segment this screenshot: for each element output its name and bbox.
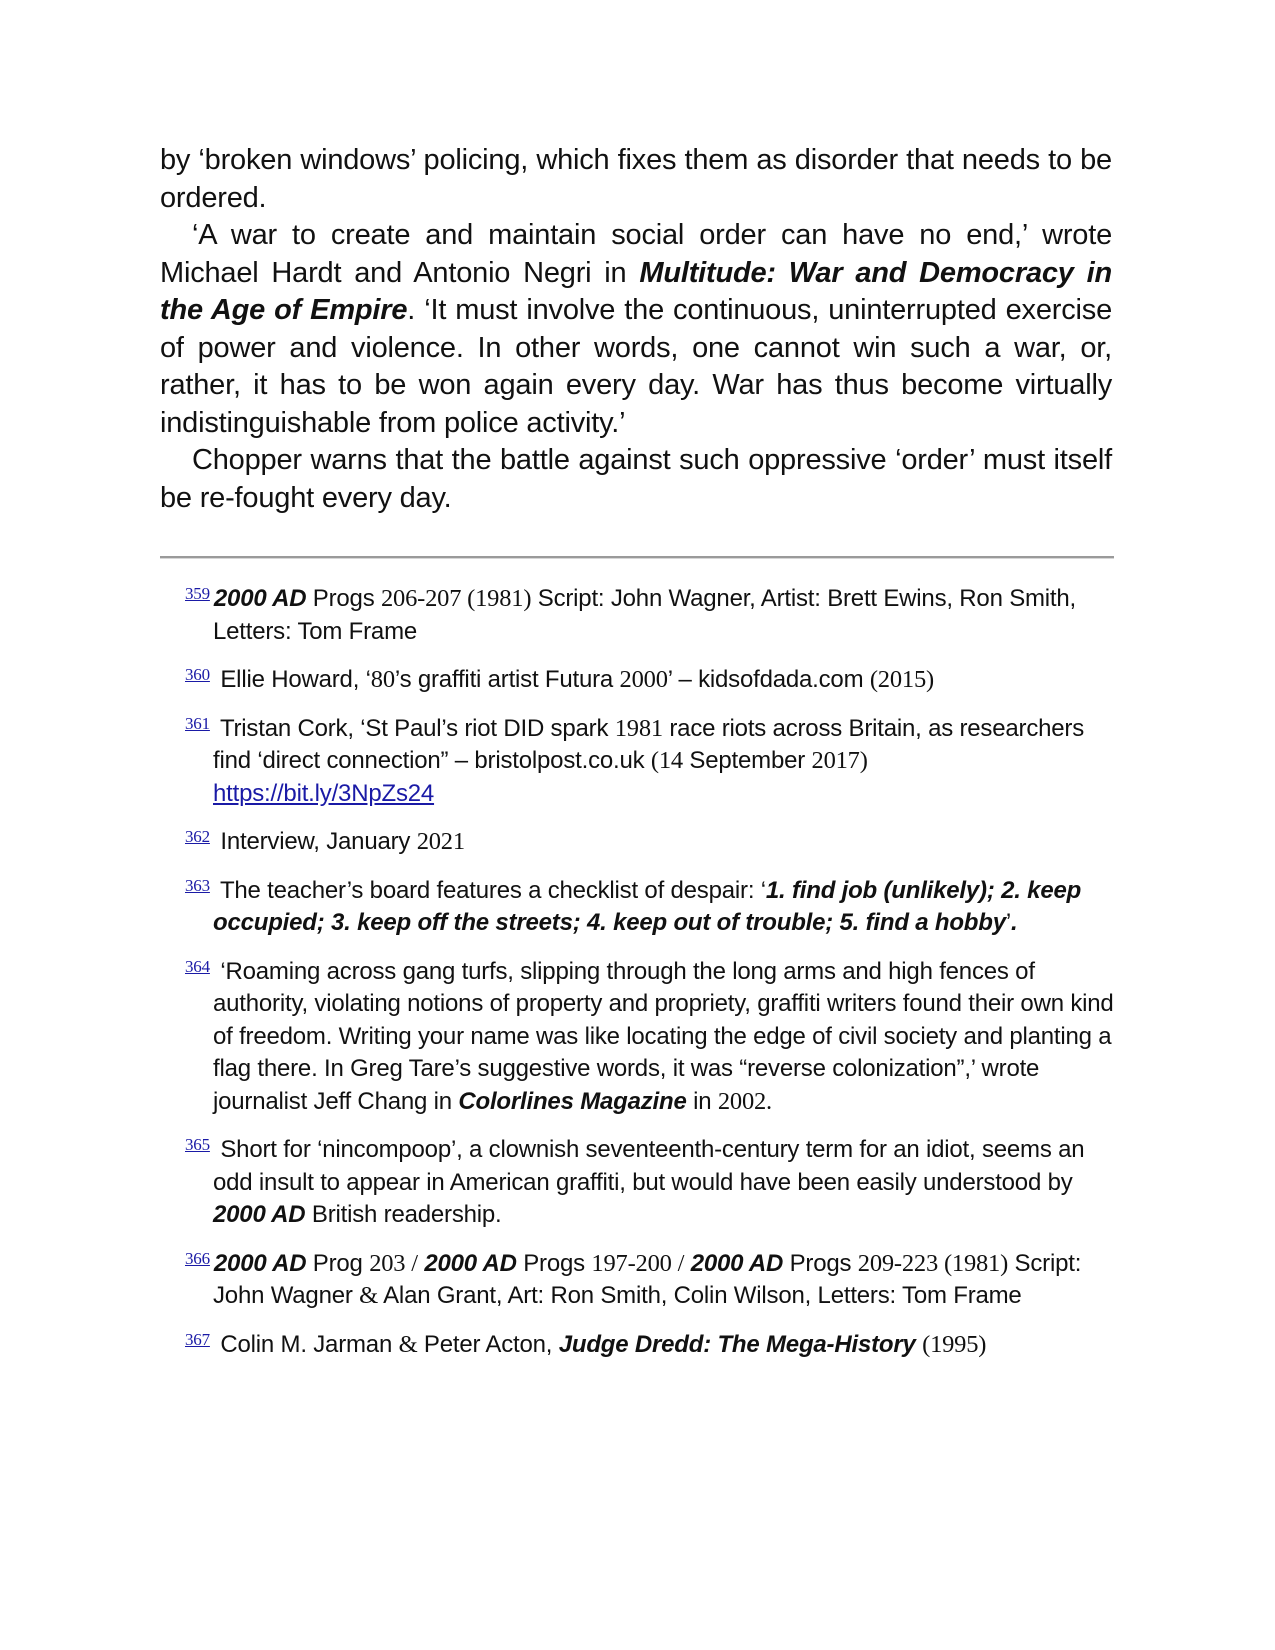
publication-title: 2000 AD [213, 1201, 306, 1228]
footnote-number[interactable]: 361 [185, 713, 210, 733]
footnote-text: in [686, 1087, 718, 1115]
footnote-number[interactable]: 362 [185, 827, 210, 846]
footnote-text: 2021 [416, 828, 465, 855]
footnote-text: 2017) [811, 747, 868, 774]
footnote-number[interactable]: 365 [185, 1135, 210, 1154]
publication-title: 2000 AD [213, 1249, 307, 1277]
footnote-text: Script: John Wagner, Artist: Brett Ewins, Ron Smith, Letters: Tom Frame [213, 585, 1077, 645]
footnote-text: race riots across Britain, as researchers find ‘direct connection” – bristolpost.co.uk [213, 714, 1085, 774]
footnote-text: Short for ‘nincompoop’, a clownish seventeenth-century term for an idiot, seems an odd insult to appear in American graffiti, but would have been easily understood by [213, 1136, 1085, 1196]
footnote-text: . [1011, 909, 1018, 936]
footnote-number[interactable]: 367 [185, 1329, 210, 1349]
footnote-number[interactable]: 359 [185, 584, 210, 603]
footnote-359 [185, 578, 1120, 648]
book-title: Judge Dredd: The Mega-History [558, 1330, 916, 1358]
footnote-text: Script: John Wagner [213, 1249, 1082, 1309]
footnote-text: Progs [516, 1249, 592, 1277]
footnote-text: 206-207 (1981) [380, 585, 532, 612]
footnote-text: Tristan Cork, ‘St Paul’s riot DID spark [213, 714, 615, 742]
footnote-text: 2002. [717, 1087, 772, 1115]
footnote-text: ‘Roaming across gang turfs, slipping through the long arms and high fences of authority, violating notions of property and propriety, graffiti writers found their own kind of freedom. Writing your name was like locating the edge of civil society and planting a flag there. In Greg Tare’s suggestive words, it was “reverse colonization”,’ wrote journalist Jeff Chang in [213, 957, 1114, 1115]
footnote-text: 197-200 / [591, 1249, 685, 1277]
book-title-multitude: Multitude: War and Democracy in the Age of Empire [160, 256, 1112, 326]
footnote-366 [185, 1243, 1120, 1313]
checklist-quote: 1. find job (unlikely); 2. keep occupied; 3. keep off the streets; 4. keep out of trouble; 5. find a hobby [213, 876, 1082, 936]
paragraph-2 [160, 217, 1112, 442]
footnote-text: & [398, 1330, 418, 1358]
footnote-367 [185, 1324, 1120, 1362]
footnote-text: 1981 [614, 714, 663, 742]
footnote-text: The teacher’s board features a checklist of despair: ‘ [213, 876, 766, 904]
footnote-number[interactable]: 364 [185, 956, 210, 976]
publication-title: 2000 AD [424, 1249, 517, 1277]
paragraph-3 [160, 442, 1112, 517]
footnote-365 [185, 1129, 1120, 1232]
paragraph-1 [160, 142, 1112, 217]
paragraph-2-text-b: . ‘It must involve the continuous, uninterrupted exercise of power and violence. In other words, one cannot win such a war, or, rather, it has to be won again every day. War has thus become virtually indistinguishable from police activity.’ [160, 294, 1112, 439]
footnote-text: 80 [370, 666, 395, 693]
footnote-text: (14 [650, 747, 683, 774]
footnote-364 [185, 951, 1120, 1119]
footnote-text: Alan Grant, Art: Ron Smith, Colin Wilson, Letters: Tom Frame [377, 1282, 1022, 1309]
paragraph-2-text-a: ‘A war to create and maintain social order can have no end,’ wrote Michael Hardt and Antonio Negri in [160, 219, 1112, 289]
footnote-360 [185, 659, 1120, 697]
footnote-number[interactable]: 363 [185, 875, 210, 895]
footnote-362 [185, 821, 1120, 859]
footnote-text: & [359, 1282, 378, 1309]
footnote-text: 203 / [369, 1249, 418, 1277]
footnote-text: ’s graffiti artist Futura [394, 666, 620, 693]
footnote-text: 209-223 (1981) [857, 1249, 1009, 1277]
footnote-text: 2000 [619, 666, 668, 693]
footnote-text: British readership. [305, 1201, 502, 1228]
footnote-text: September [682, 747, 812, 774]
footnote-text: Ellie Howard, ‘ [213, 666, 371, 693]
footnote-361 [185, 708, 1120, 811]
paragraph-1-text: by ‘broken windows’ policing, which fixes them as disorder that needs to be ordered. [160, 144, 1112, 214]
footnote-separator [160, 556, 1114, 559]
footnote-text: Colin M. Jarman [213, 1330, 399, 1358]
main-text [160, 142, 1112, 517]
footnote-text: (1995) [922, 1330, 987, 1358]
footnote-number[interactable]: 366 [185, 1248, 210, 1268]
footnote-text: Interview, January [213, 828, 417, 855]
footnote-text: Prog [306, 1249, 370, 1277]
footnote-text: ’ [1005, 909, 1012, 936]
footnote-text: Progs [783, 1249, 858, 1277]
source-link[interactable]: https://bit.ly/3NpZs24 [213, 779, 435, 807]
paragraph-3-text: Chopper warns that the battle against such oppressive ‘order’ must itself be re-fought every day. [160, 444, 1112, 514]
footnote-363 [185, 870, 1120, 940]
publication-title: 2000 AD [213, 585, 307, 612]
footnote-text: Peter Acton, [417, 1330, 559, 1358]
footnote-text: (2015) [869, 666, 934, 693]
footnote-text: ’ – kidsofdada.com [667, 666, 870, 693]
publication-title: Colorlines Magazine [458, 1087, 687, 1115]
publication-title: 2000 AD [690, 1249, 784, 1277]
footnote-text: Progs [306, 585, 381, 612]
footnotes [185, 578, 1120, 1372]
footnote-number[interactable]: 360 [185, 665, 210, 684]
